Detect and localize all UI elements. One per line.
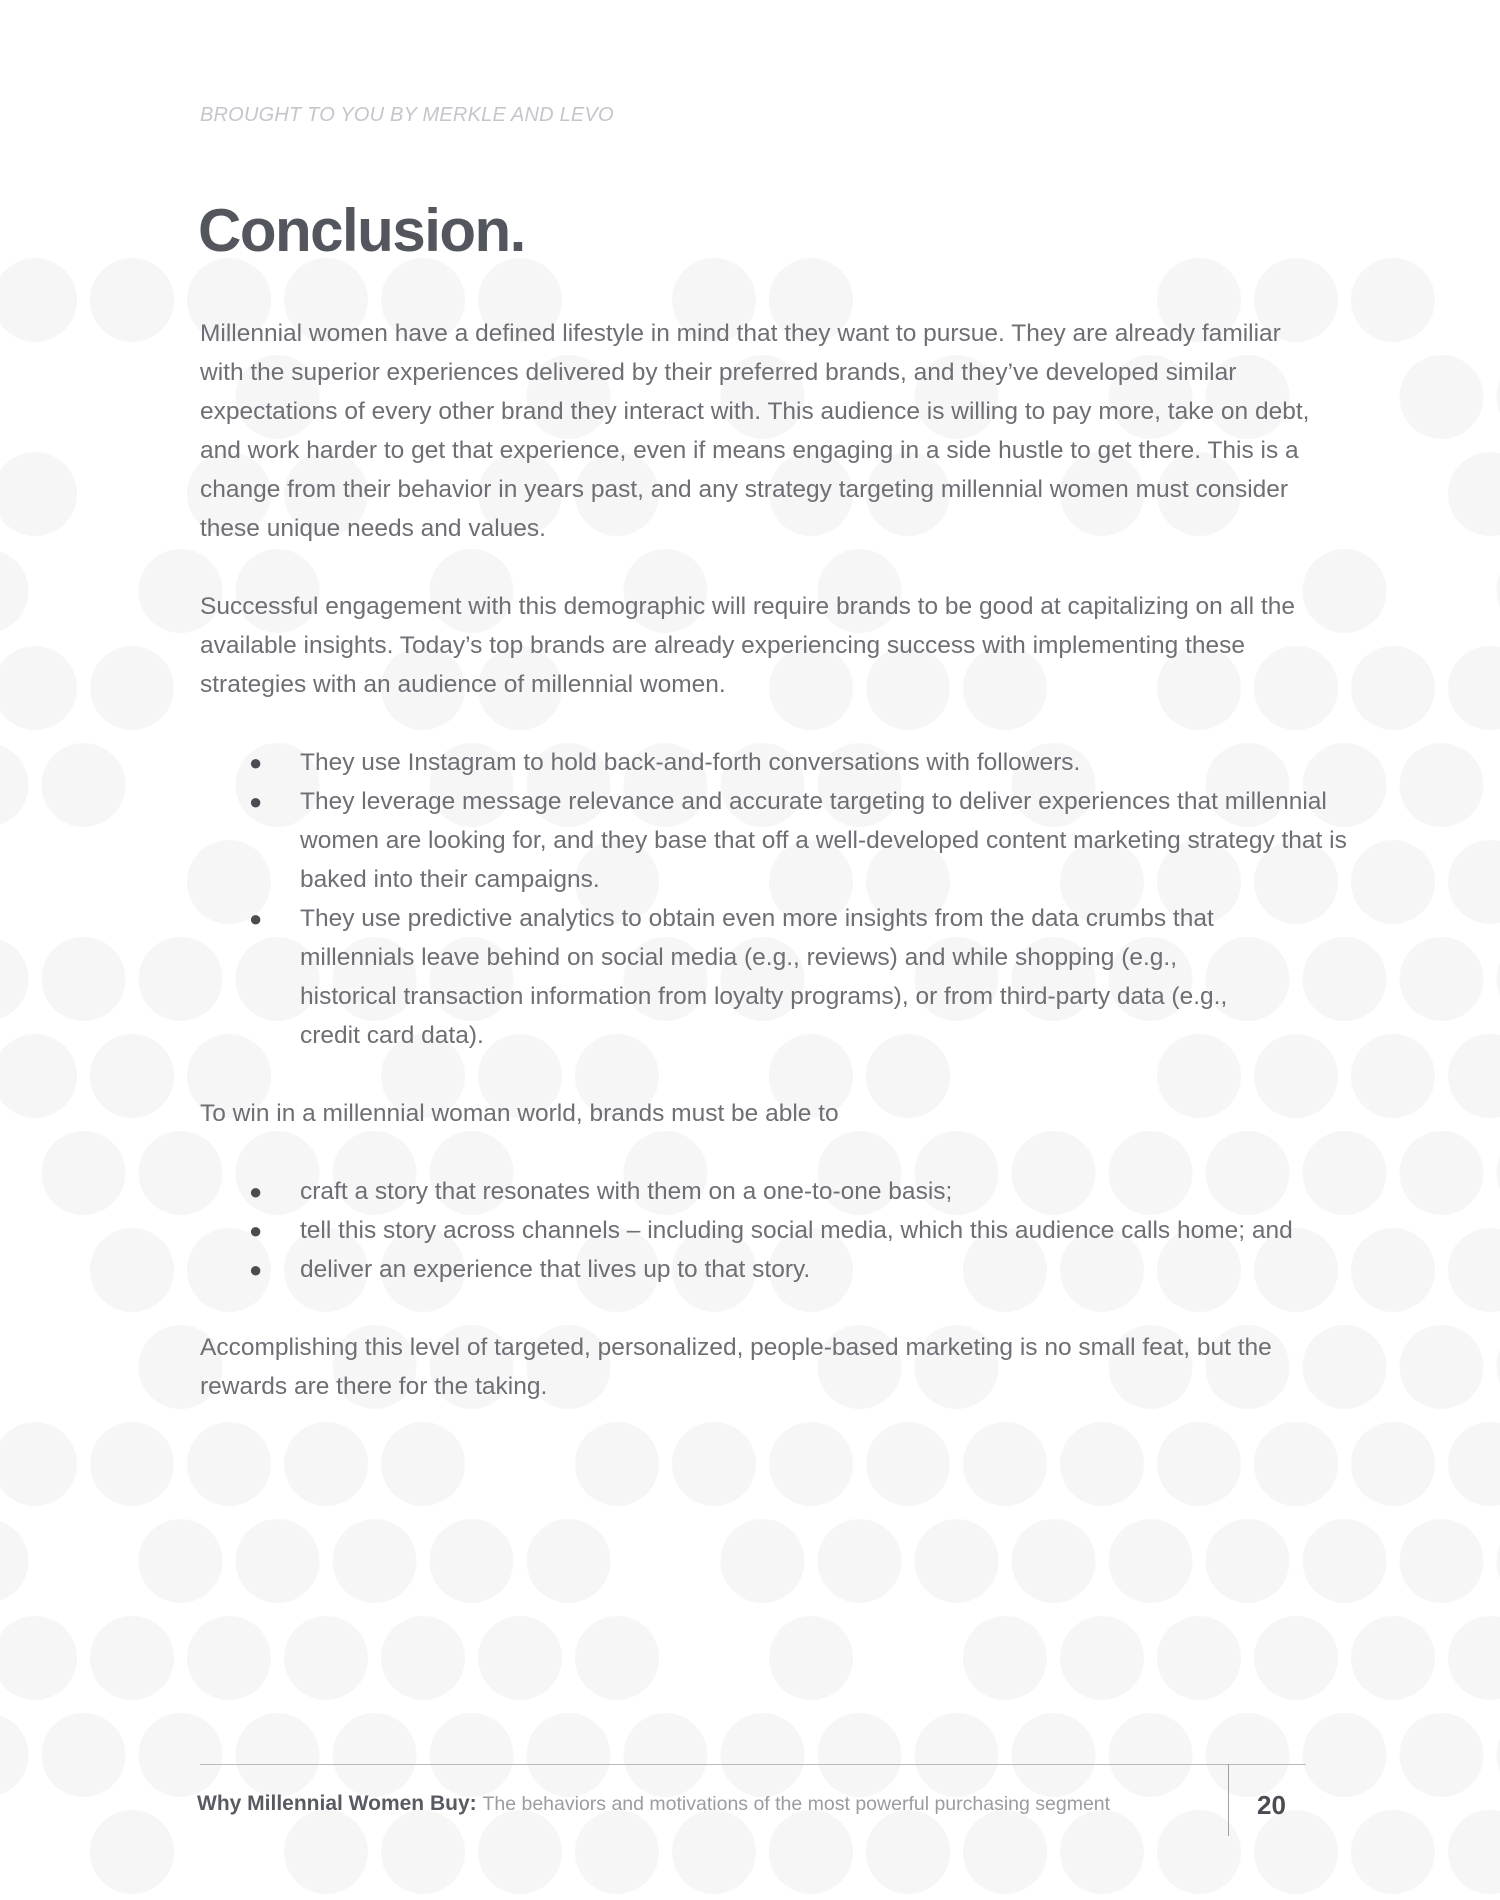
list-item-text: They leverage message relevance and accurate targeting to deliver experiences that millennial women are looking for, and they base that off a well-developed content marketing strategy that is baked into their campaigns. xyxy=(300,788,1347,893)
bullet-icon: ● xyxy=(249,1257,263,1282)
list-item-text: tell this story across channels – including social media, which this audience calls home; and xyxy=(300,1217,1293,1244)
footer-rule xyxy=(200,1764,1306,1765)
bullet-icon: ● xyxy=(249,1218,263,1243)
strategies-list xyxy=(200,743,1347,1055)
list-item xyxy=(200,899,1310,1055)
list-item xyxy=(200,782,1347,899)
paragraph-engagement: Successful engagement with this demographic will require brands to be good at capitalizing on all the available insights. Today’s top brands are already experiencing success with implementing these strategies with an audience of millennial women. xyxy=(200,593,1295,698)
list-item-text: deliver an experience that lives up to that story. xyxy=(300,1256,811,1283)
body-content xyxy=(200,314,1347,1445)
bullet-icon: ● xyxy=(249,1179,263,1204)
page-number: 20 xyxy=(1257,1790,1286,1820)
page-title: Conclusion. xyxy=(198,197,525,264)
header-tag: BROUGHT TO YOU BY MERKLE AND LEVO xyxy=(200,104,614,126)
paragraph-to-win: To win in a millennial woman world, brands must be able to xyxy=(200,1100,839,1127)
list-item xyxy=(200,1211,1310,1250)
footer-divider xyxy=(1228,1764,1229,1836)
list-item-text: They use Instagram to hold back-and-forth conversations with followers. xyxy=(300,749,1081,776)
list-item-text: They use predictive analytics to obtain even more insights from the data crumbs that millennials leave behind on social media (e.g., reviews) and while shopping (e.g., historical transaction information from loyalty programs), or from third-party data (e.g., credit card data). xyxy=(300,905,1228,1049)
footer-subtitle: The behaviors and motivations of the most powerful purchasing segment xyxy=(482,1793,1111,1815)
bullet-icon: ● xyxy=(249,789,263,814)
paragraph-closing: Accomplishing this level of targeted, personalized, people-based marketing is no small feat, but the rewards are there for the taking. xyxy=(200,1334,1272,1400)
paragraph-intro: Millennial women have a defined lifestyle in mind that they want to pursue. They are already familiar with the superior experiences delivered by their preferred brands, and they’ve developed similar expectations of every other brand they interact with. This audience is willing to pay more, take on debt, and work harder to get that experience, even if means engaging in a side hustle to get there. This is a change from their behavior in years past, and any strategy targeting millennial women must consider these unique needs and values. xyxy=(200,320,1310,542)
requirements-list xyxy=(200,1172,1310,1289)
list-item-text: craft a story that resonates with them on a one-to-one basis; xyxy=(300,1178,953,1205)
footer-title xyxy=(197,1792,1110,1816)
footer-title-bold: Why Millennial Women Buy: xyxy=(197,1792,477,1815)
list-item xyxy=(200,743,1310,782)
bullet-icon: ● xyxy=(249,750,263,775)
list-item xyxy=(200,1172,1310,1211)
list-item xyxy=(200,1250,1310,1289)
bullet-icon: ● xyxy=(249,906,263,931)
